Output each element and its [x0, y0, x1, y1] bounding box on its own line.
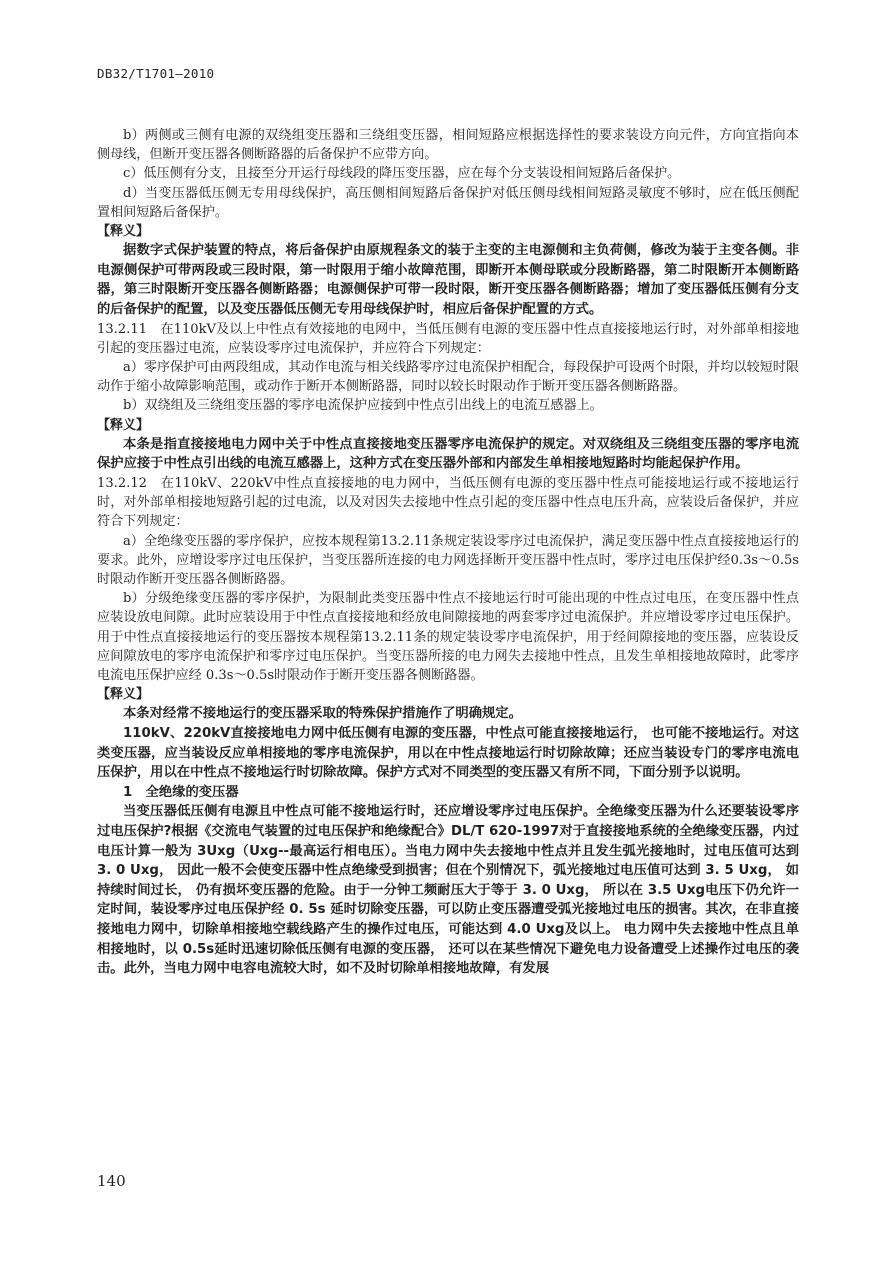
paragraph: b）分级绝缘变压器的零序保护，为限制此类变压器中性点不接地运行时可能出现的中性点过电压，在变压器中性点应装设放电间隙。此时应装设用于中性点直接接地和经放电间隙接地的两套零序过电流保护。并应增设零序过电压保护。用于中性点直接接地运行的变压器按本规程第13.2.11条的规定装设零序电流保护，用于经间隙接地的变压器，应装设反应间隙放电的零序电流保护和零序过电压保护。当变压器所接的电力网失去接地中性点，且发生单相接地故障时，此零序电流电压保护应经 0.3s～0.5s时限动作于断开变压器各侧断路器。: [97, 591, 799, 684]
paragraph: d）当变压器低压侧无专用母线保护，高压侧相间短路后备保护对低压侧母线相间短路灵敏度不够时，应在低压侧配置相间短路后备保护。: [97, 185, 799, 220]
page-number: 140: [97, 1172, 126, 1190]
paragraph: 据数字式保护装置的特点，将后备保护由原规程条文的装于主变的主电源侧和主负荷侧，修改为装于主变各侧。非电源侧保护可带两段或三段时限，第一时限用于缩小故障范围，即断开本侧母联或分段断路器，第二时限断开本侧断路器，第三时限断开变压器各侧断路器；电源侧保护可带一段时限，断开变压器各侧断路器；增加了变压器低压侧有分支的后备保护的配置，以及变压器低压侧无专用母线保护时，相应后备保护配置的方式。: [97, 243, 799, 317]
document-header: DB32/T1701—2010: [97, 66, 215, 81]
paragraph: a）零序保护可由两段组成，其动作电流与相关线路零序过电流保护相配合，每段保护可设两个时限，并均以较短时限动作于缩小故障影响范围，或动作于断开本侧断路器，同时以较长时限动作于断开变压器各侧断路器。: [97, 360, 799, 395]
note-heading: 【释义】: [97, 687, 150, 703]
paragraph: 当变压器低压侧有电源且中性点可能不接地运行时，还应增设零序过电压保护。全绝缘变压器为什么还要装设零序过电压保护?根据《交流电气装置的过电压保护和绝缘配合》DL/T 620-1997对于直接接地系统的全绝缘变压器，内过电压计算一般为 3Uxg（Uxg--最高运行相电压）。当电力网中失去接地中性点并且发生弧光接地时，过电压值可达到 3. 0 Uxg， 因此一般不会使变压器中性点绝缘受到损害；但在个别情况下，弧光接地过电压值可达到 3. 5 Uxg， 如持续时间过长， 仍有损坏变压器的危险。由于一分钟工频耐压大于等于 3. 0 Uxg， 所以在 3.5 Uxg电压下仍允许一定时间，装设零序过电压保护经 0. 5s 延时切除变压器，可以防止变压器遭受弧光接地过电压的损害。其次，在非直接接地电力网中，切除单相接地空载线路产生的操作过电压，可能达到 4.0 Uxg及以上。 电力网中失去接地中性点且单相接地时，以 0.5s延时迅速切除低压侧有电源的变压器， 还可以在某些情况下避免电力设备遭受上述操作过电压的袭击。此外，当电力网中电容电流较大时，如不及时切除单相接地故障，有发展: [97, 804, 799, 977]
note-heading: 【释义】: [97, 224, 150, 240]
paragraph: 13.2.11 在110kV及以上中性点有效接地的电网中，当低压侧有电源的变压器中性点直接接地运行时，对外部单相接地引起的变压器过电流，应装设零序过电流保护，并应符合下列规定：: [97, 321, 799, 356]
paragraph: a）全绝缘变压器的零序保护，应按本规程第13.2.11条规定装设零序过电流保护，满足变压器中性点直接接地运行的要求。此外，应增设零序过电压保护，当变压器所连接的电力网选择断开变压器中性点时，零序过电压保护经0.3s～0.5s时限动作断开变压器各侧断路器。: [97, 533, 799, 588]
paragraph: b）两侧或三侧有电源的双绕组变压器和三绕组变压器，相间短路应根据选择性的要求装设方向元件，方向宜指向本侧母线，但断开变压器各侧断路器的后备保护不应带方向。: [97, 128, 799, 163]
paragraph: 1 全绝缘的变压器: [123, 784, 239, 800]
paragraph: c）低压侧有分支，且接至分开运行母线段的降压变压器，应在每个分支装设相间短路后备保护。: [123, 166, 681, 182]
paragraph: 本条对经常不接地运行的变压器采取的特殊保护措施作了明确规定。: [123, 706, 522, 722]
paragraph: b）双绕组及三绕组变压器的零序电流保护应接到中性点引出线上的电流互感器上。: [123, 398, 603, 414]
paragraph: 13.2.12 在110kV、220kV中性点直接接地的电力网中，当低压侧有电源的变压器中性点可能接地运行或不接地运行时，对外部单相接地短路引起的过电流，以及对因失去接地中性点引起的变压器中性点电压升高，应装设后备保护，并应符合下列规定：: [97, 476, 799, 530]
note-heading: 【释义】: [97, 417, 150, 433]
paragraph: 本条是指直接接地电力网中关于中性点直接接地变压器零序电流保护的规定。对双绕组及三绕组变压器的零序电流保护应接于中性点引出线的电流互感器上，这种方式在变压器外部和内部发生单相接地短路时均能起保护作用。: [97, 436, 799, 472]
paragraph: 110kV、220kV直接接地电力网中低压侧有电源的变压器，中性点可能直接接地运行， 也可能不接地运行。对这类变压器，应当装设反应单相接地的零序电流保护，用以在中性点接地运行时切除故障；还应当装设专门的零序电流电压保护，用以在中性点不接地运行时切除故障。保护方式对不同类型的变压器又有所不同，下面分别予以说明。: [97, 726, 799, 781]
page-body: [97, 126, 799, 979]
